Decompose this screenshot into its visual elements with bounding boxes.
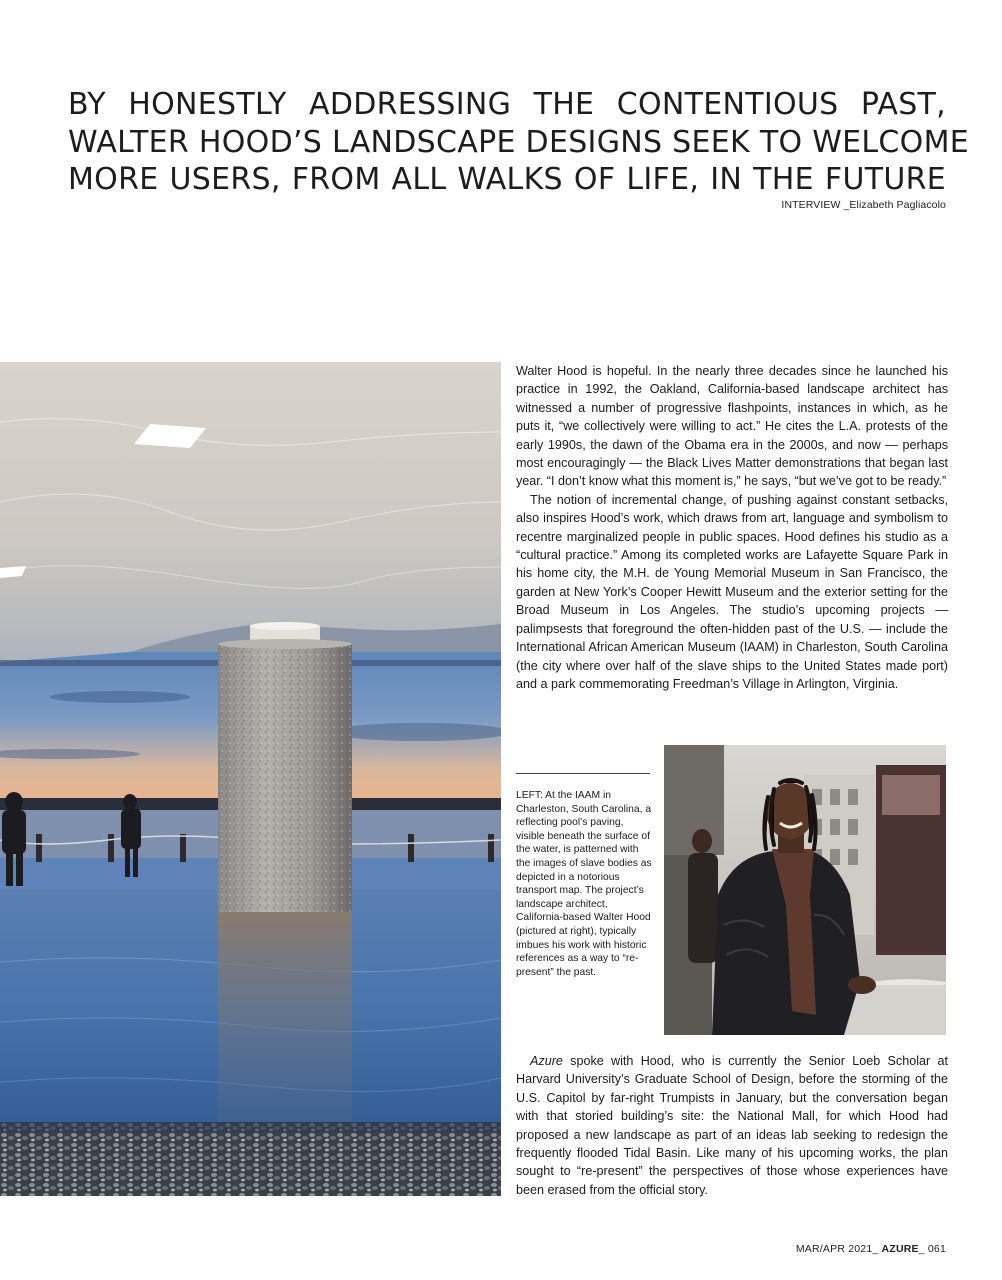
headline-line-2: WALTER HOOD’S LANDSCAPE DESIGNS SEEK TO WELCOME bbox=[68, 124, 970, 160]
folio-page-number: _ 061 bbox=[918, 1243, 946, 1255]
interview-credit: INTERVIEW _Elizabeth Pagliacolo bbox=[781, 199, 946, 211]
caption-divider bbox=[516, 773, 650, 774]
image-caption: LEFT: At the IAAM in Charleston, South Carolina, a reflecting pool’s paving, visible beneath the surface of the water, is patterned with the images of slave bodies as depicted in a notorious transport map. The project’s landscape architect, California-based Walter Hood (pictured at right), typically imbues his work with historic references as a way to “re-present” the past. bbox=[516, 790, 652, 978]
headline-line-3: MORE USERS, FROM ALL WALKS OF LIFE, IN THE FUTURE bbox=[68, 162, 946, 197]
body-paragraph-2: The notion of incremental change, of pushing against constant setbacks, also inspires Hood’s work, which draws from art, language and symbolism to recentre marginalized people in public spaces. Hood defines his studio as a “cultural practice.” Among its completed works are Lafayette Square Park in his home city, the M.H. de Young Memorial Museum in San Francisco, the garden at New York’s Cooper Hewitt Museum and the exterior setting for the Broad Museum in Los Angeles. The studio’s upcoming projects — palimpsests that foreground the often-hidden past of the U.S. — include the International African American Museum (IAAM) in Charleston, South Carolina (the city where over half of the slave ships to the United States made port) and a park commemorating Freedman’s Village in Arlington, Virginia. bbox=[516, 492, 948, 691]
folio-magazine: AZURE bbox=[881, 1243, 919, 1255]
body-paragraph-3 bbox=[516, 1052, 948, 1199]
body-text-column-top bbox=[516, 362, 948, 693]
portrait-illustration bbox=[664, 745, 946, 1035]
hero-illustration bbox=[0, 362, 501, 1196]
page-folio bbox=[796, 1243, 946, 1255]
magazine-name-italic: Azure bbox=[530, 1054, 563, 1068]
portrait-photo-walter-hood bbox=[664, 745, 946, 1035]
headline-line-1: BY HONESTLY ADDRESSING THE CONTENTIOUS PAST, bbox=[68, 87, 946, 122]
headline bbox=[68, 86, 970, 199]
body-text-column-bottom bbox=[516, 1052, 948, 1199]
hero-image-reflecting-pool bbox=[0, 362, 501, 1196]
body-paragraph-1: Walter Hood is hopeful. In the nearly three decades since he launched his practice in 1992, the Oakland, California-based landscape architect has witnessed a number of progressive flashpoints, instances in which, as he puts it, “we collectively were willing to act.” He cites the L.A. protests of the early 1990s, the dawn of the Obama era in the 2000s, and now — perhaps most encouragingly — the Black Lives Matter demonstrations that began last year. “I don’t know what this moment is,” he says, “but we’ve got to be ready.” bbox=[516, 364, 948, 489]
folio-issue: MAR/APR 2021_ bbox=[795, 1243, 882, 1255]
body-paragraph-3-text: spoke with Hood, who is currently the Senior Loeb Scholar at Harvard University’s Graduate School of Design, before the storming of the U.S. Capitol by far-right Trumpists in January, but the conversation began with that storied building’s site: the National Mall, for which Hood had proposed a new landscape as part of an ideas lab seeking to redesign the frequently flooded Tidal Basin. Like many of his upcoming works, the plan sought to “re-present” the perspectives of those whose experiences have been erased from the official story. bbox=[516, 1054, 948, 1197]
